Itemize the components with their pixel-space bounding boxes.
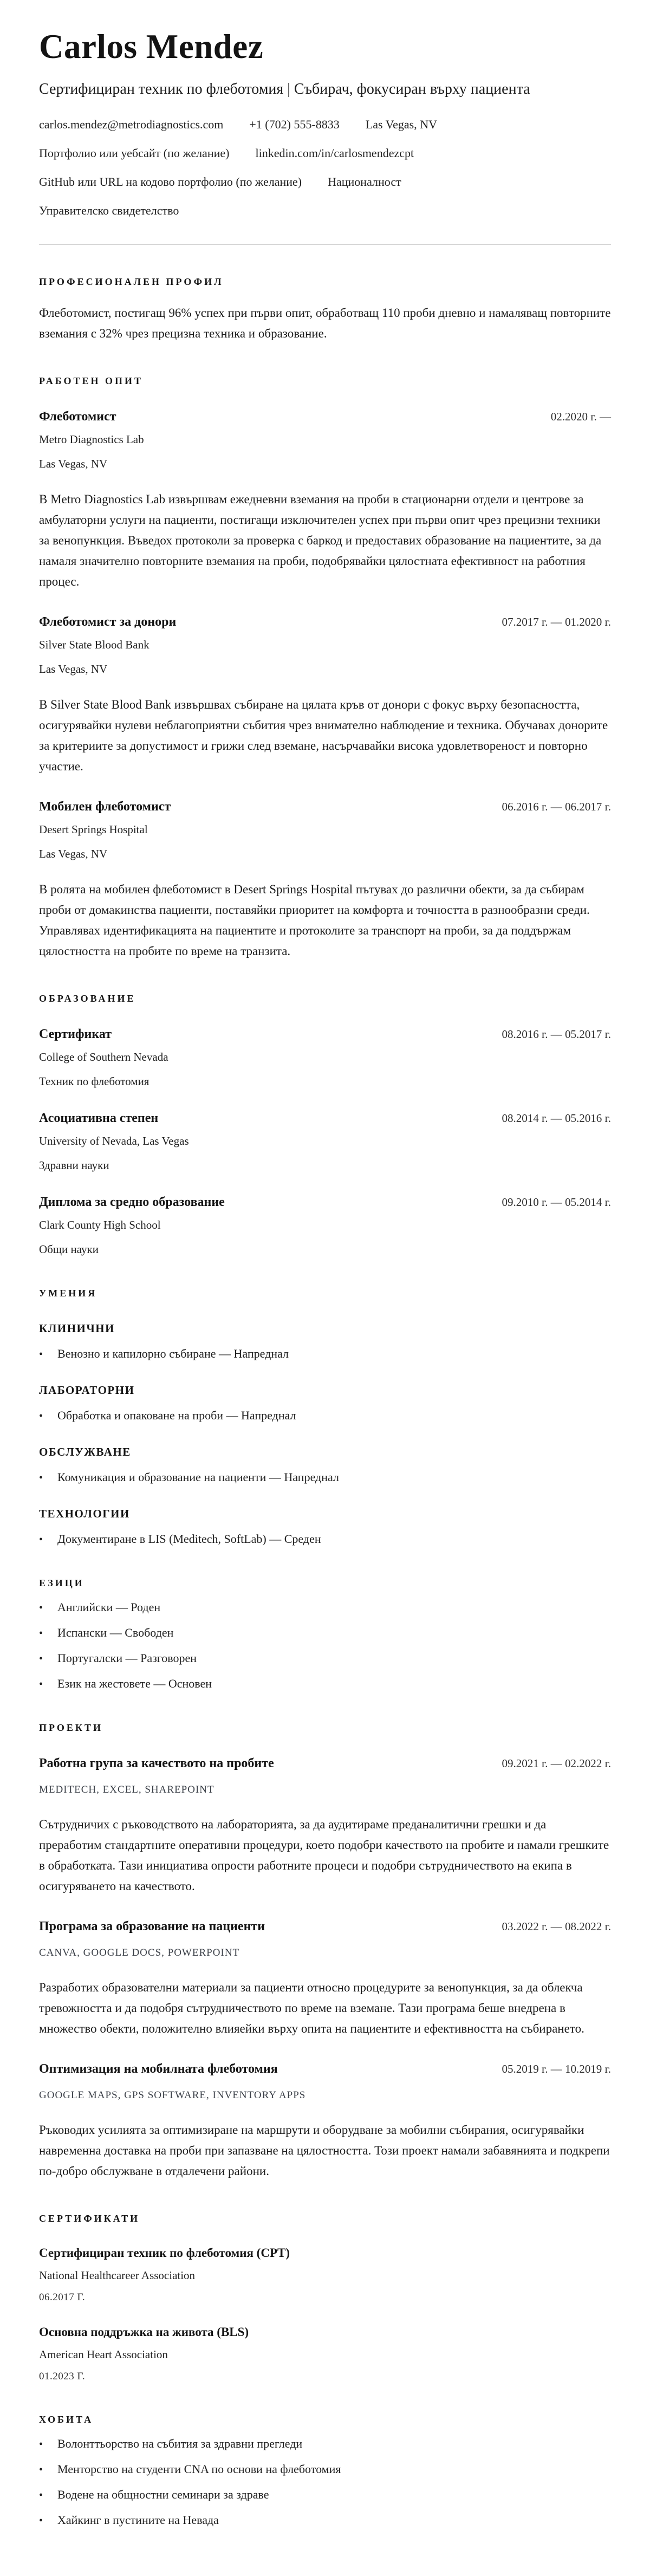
certificate-title: Основна поддръжка на живота (BLS): [39, 2325, 249, 2339]
job-location: Las Vegas, NV: [39, 663, 108, 676]
job-company: Silver State Blood Bank: [39, 638, 150, 652]
project-title: Програма за образование на пациенти: [39, 1919, 265, 1934]
section-work: [39, 375, 611, 962]
job-dates: 07.2017 г. — 01.2020 г.: [502, 615, 611, 629]
job-title: Флеботомист за донори: [39, 615, 177, 630]
contact-phone: +1 (702) 555-8833: [249, 118, 340, 132]
language-item: [39, 1626, 611, 1640]
contact-portfolio-placeholder: Портфолио или уебсайт (по желание): [39, 146, 230, 160]
skill-list: [39, 1409, 611, 1423]
contact-location: Las Vegas, NV: [365, 118, 437, 132]
candidate-name: Carlos Mendez: [39, 28, 264, 66]
work-entry-head: [39, 410, 611, 424]
school-name: University of Nevada, Las Vegas: [39, 1134, 189, 1148]
contact-row: [39, 204, 611, 218]
work-entry: [39, 800, 611, 962]
project-entry: [39, 1919, 611, 2039]
job-description: В Silver State Blood Bank извършвах събиране на цялата кръв от донори с фокус върху безопасността, осигурявайки нулеви неблагоприятни събития чрез внимателно наблюдение и техника. Обучавах донорите за критериите за допустимост и грижи след вземане, насърчавайки висока удовлетвореност и повторно участие.: [39, 698, 608, 774]
contact-block: [39, 118, 611, 218]
skill-item-label: Обработка и опаковане на проби — Напреднал: [57, 1409, 296, 1423]
bullet-icon: [39, 2513, 57, 2527]
section-skills: [39, 1288, 611, 1546]
bullet-icon: [39, 2462, 57, 2476]
project-title: Работна група за качеството на пробите: [39, 1756, 274, 1771]
job-company: Metro Diagnostics Lab: [39, 433, 144, 446]
project-entry-head: [39, 1756, 611, 1771]
certificate-date: 01.2023 Г.: [39, 2371, 86, 2383]
hobby-item: [39, 2437, 611, 2451]
bullet-icon: [39, 1470, 57, 1484]
section-heading-projects: ПРОЕКТИ: [39, 1722, 103, 1734]
education-entry: [39, 1027, 611, 1088]
header-divider: [39, 244, 611, 245]
language-item: [39, 1677, 611, 1691]
language-item: [39, 1651, 611, 1665]
candidate-title: Сертифициран техник по флеботомия | Събирач, фокусиран върху пациента: [39, 81, 530, 98]
bullet-icon: [39, 1651, 57, 1665]
hobby-item: [39, 2488, 611, 2502]
project-dates: 03.2022 г. — 08.2022 г.: [502, 1920, 611, 1933]
degree-dates: 08.2014 г. — 05.2016 г.: [502, 1112, 611, 1125]
education-entry: [39, 1195, 611, 1256]
field-of-study: Здравни науки: [39, 1159, 109, 1172]
skill-item-label: Комуникация и образование на пациенти — Напреднал: [57, 1470, 339, 1484]
contact-email: carlos.mendez@metrodiagnostics.com: [39, 118, 224, 132]
skill-item: [39, 1532, 611, 1546]
language-item-label: Език на жестовете — Основен: [57, 1677, 212, 1691]
hobby-item: [39, 2513, 611, 2527]
section-hobbies: [39, 2414, 611, 2527]
skill-group-laboratory: ЛАБОРАТОРНИ: [39, 1384, 135, 1397]
contact-nationality: Националност: [328, 175, 401, 189]
project-entry: [39, 2062, 611, 2182]
skill-group-clinical: КЛИНИЧНИ: [39, 1322, 115, 1335]
certificate-org: American Heart Association: [39, 2348, 168, 2361]
degree-title: Диплома за средно образование: [39, 1195, 225, 1210]
bullet-icon: [39, 1677, 57, 1691]
certificate-title: Сертифициран техник по флеботомия (CPT): [39, 2246, 290, 2260]
field-of-study: Техник по флеботомия: [39, 1075, 150, 1088]
skill-group-technologies: ТЕХНОЛОГИИ: [39, 1507, 130, 1521]
skill-item: [39, 1347, 611, 1361]
certificate-entry: [39, 2246, 611, 2304]
job-title: Флеботомист: [39, 410, 116, 424]
contact-row: [39, 146, 611, 160]
skill-item-label: Венозно и капилорно събиране — Напреднал: [57, 1347, 289, 1361]
job-location: Las Vegas, NV: [39, 457, 108, 471]
section-heading-work: РАБОТЕН ОПИТ: [39, 375, 143, 387]
bullet-icon: [39, 2488, 57, 2502]
certificate-org: National Healthcareer Association: [39, 2269, 196, 2282]
bullet-icon: [39, 1409, 57, 1423]
language-item-label: Английски — Роден: [57, 1600, 161, 1614]
bullet-icon: [39, 1626, 57, 1640]
job-company: Desert Springs Hospital: [39, 823, 148, 836]
project-tools: MEDITECH, EXCEL, SHAREPOINT: [39, 1784, 214, 1796]
project-entry-head: [39, 1919, 611, 1934]
work-entry-head: [39, 615, 611, 630]
job-title: Мобилен флеботомист: [39, 800, 171, 814]
section-heading-languages: ЕЗИЦИ: [39, 1578, 84, 1589]
contact-drivers-license: Управителско свидетелство: [39, 204, 179, 218]
skill-item: [39, 1470, 611, 1484]
hobby-item-label: Хайкинг в пустините на Невада: [57, 2513, 219, 2527]
profile-text: Флеботомист, постигащ 96% успех при първи опит, обработващ 110 проби дневно и намаляващ повторните вземания с 32% чрез прецизна техника и образование.: [39, 306, 611, 341]
contact-github-placeholder: GitHub или URL на кодово портфолио (по желание): [39, 175, 302, 189]
bullet-icon: [39, 1347, 57, 1361]
section-heading-certificates: СЕРТИФИКАТИ: [39, 2213, 140, 2224]
skill-list: [39, 1470, 611, 1484]
hobby-list: [39, 2437, 611, 2527]
education-entry: [39, 1111, 611, 1172]
skill-item: [39, 1409, 611, 1423]
hobby-item-label: Волонттьорство на събития за здравни прегледи: [57, 2437, 303, 2451]
section-heading-profile: ПРОФЕСИОНАЛЕН ПРОФИЛ: [39, 276, 224, 288]
job-dates: 06.2016 г. — 06.2017 г.: [502, 800, 611, 814]
hobby-item-label: Менторство на студенти CNA по основи на флеботомия: [57, 2462, 341, 2476]
skill-list: [39, 1532, 611, 1546]
school-name: College of Southern Nevada: [39, 1050, 168, 1064]
degree-title: Сертификат: [39, 1027, 112, 1042]
job-description: В ролята на мобилен флеботомист в Desert Springs Hospital пътувах до различни обекти, за да събирам проби от домакинства пациенти, поставяйки приоритет на комфорта и точността в разнообразни среди. Управлявах идентификацията на пациентите и протоколите за транспорт на проби, за да поддържам цялостността на пробите по време на транзита.: [39, 883, 590, 958]
section-heading-education: ОБРАЗОВАНИЕ: [39, 993, 136, 1004]
bullet-icon: [39, 1600, 57, 1614]
resume-header: [39, 28, 611, 218]
degree-dates: 08.2016 г. — 05.2017 г.: [502, 1028, 611, 1041]
contact-row: [39, 118, 611, 132]
education-entry-head: [39, 1195, 611, 1210]
work-entry: [39, 615, 611, 777]
section-education: [39, 993, 611, 1256]
hobby-item-label: Водене на общностни семинари за здраве: [57, 2488, 269, 2502]
project-tools: GOOGLE MAPS, GPS SOFTWARE, INVENTORY APPS: [39, 2090, 306, 2101]
project-description: Разработих образователни материали за пациенти относно процедурите за венопункция, за да облекча тревожността и да подобря сътрудничеството по време на вземане. Тази програма беше внедрена в множество обекти, положително влияейки върху опита на пациентите и ефективността на събирането.: [39, 1981, 584, 2036]
skill-list: [39, 1347, 611, 1361]
work-entry: [39, 410, 611, 592]
project-dates: 09.2021 г. — 02.2022 г.: [502, 1757, 611, 1770]
project-title: Оптимизация на мобилната флеботомия: [39, 2062, 278, 2077]
language-item-label: Португалски — Разговорен: [57, 1651, 197, 1665]
job-dates: 02.2020 г. —: [550, 410, 611, 424]
work-entry-head: [39, 800, 611, 814]
education-entry-head: [39, 1027, 611, 1042]
skill-group-service: ОБСЛУЖВАНЕ: [39, 1445, 131, 1459]
language-item: [39, 1600, 611, 1614]
section-heading-skills: УМЕНИЯ: [39, 1288, 98, 1299]
project-description: Сътрудничих с ръководството на лабораторията, за да аудитираме преданалитични грешки и да преработим стандартните оперативни процедури, което подобри качеството на пробите и намали грешките в обработката. Тази инициатива опрости работните процеси и подобри сътрудничеството на екипа в осигуряването на качеството.: [39, 1818, 609, 1893]
degree-dates: 09.2010 г. — 05.2014 г.: [502, 1196, 611, 1209]
certificate-entry: [39, 2325, 611, 2383]
project-dates: 05.2019 г. — 10.2019 г.: [502, 2062, 611, 2076]
project-description: Ръководих усилията за оптимизиране на маршрути и оборудване за мобилни събирания, осигурявайки навременна доставка на проби при запазване на цялостността. Този проект намали забавянията и подкрепи по-добро обслужване в отдалечени райони.: [39, 2123, 610, 2178]
degree-title: Асоциативна степен: [39, 1111, 159, 1126]
certificate-date: 06.2017 Г.: [39, 2292, 86, 2304]
bullet-icon: [39, 1532, 57, 1546]
job-location: Las Vegas, NV: [39, 847, 108, 861]
education-entry-head: [39, 1111, 611, 1126]
school-name: Clark County High School: [39, 1218, 161, 1232]
project-entry: [39, 1756, 611, 1897]
language-item-label: Испански — Свободен: [57, 1626, 174, 1640]
contact-row: [39, 175, 611, 189]
job-description: В Metro Diagnostics Lab извършвам ежедневни вземания на проби в стационарни отдели и центрове за амбулаторни услуги на пациенти, постигащи изключителен успех при първи опит чрез прецизни техники за венопункция. Въведох протоколи за проверка с баркод и предоставих образование на пациентите, за да намаля значително повторните вземания на проби, подобрявайки цялостната ефективност на работния процес.: [39, 492, 602, 589]
field-of-study: Общи науки: [39, 1243, 99, 1256]
hobby-item: [39, 2462, 611, 2476]
project-entry-head: [39, 2062, 611, 2077]
contact-linkedin: linkedin.com/in/carlosmendezcpt: [255, 146, 414, 160]
language-list: [39, 1600, 611, 1691]
skill-item-label: Документиране в LIS (Meditech, SoftLab) — Среден: [57, 1532, 321, 1546]
bullet-icon: [39, 2437, 57, 2451]
section-languages: [39, 1578, 611, 1691]
project-tools: CANVA, GOOGLE DOCS, POWERPOINT: [39, 1947, 240, 1959]
section-projects: [39, 1722, 611, 2182]
section-certificates: [39, 2213, 611, 2383]
section-heading-hobbies: ХОБИТА: [39, 2414, 94, 2425]
section-profile: [39, 276, 611, 344]
